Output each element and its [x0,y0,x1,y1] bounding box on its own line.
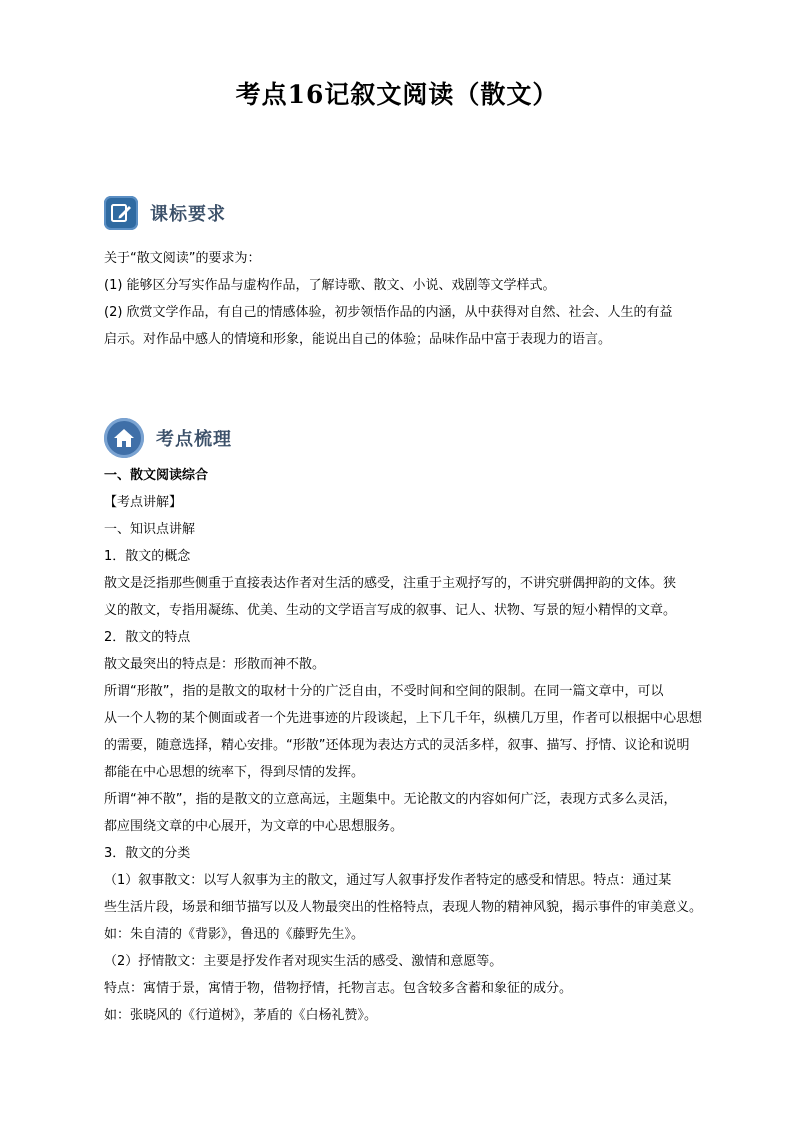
paragraph: 些生活片段，场景和细节描写以及人物最突出的性格特点，表现人物的精神风貌，揭示事件的审美意义。 [104,900,703,915]
section-header-curriculum [104,193,226,233]
paragraph: 散文是泛指那些侧重于直接表达作者对生活的感受，注重于主观抒写的，不讲究骈偶押韵的文体。狭 [104,576,677,591]
paragraph: 从一个人物的某个侧面或者一个先进事迹的片段谈起，上下几千年，纵横几万里，作者可以根据中心思想 [104,711,703,726]
edit-icon [104,196,138,230]
paragraph: (2) 欣赏文学作品，有自己的情感体验，初步领悟作品的内涵，从中获得对自然、社会、人生的有益 [104,305,673,320]
item-title: 2．散文的特点 [104,630,191,645]
paragraph: （1）叙事散文：以写人叙事为主的散文，通过写人叙事抒发作者特定的感受和情思。特点：通过某 [104,873,672,888]
paragraph: 的需要，随意选择，精心安排。“形散”还体现为表达方式的灵活多样，叙事、描写、抒情、议论和说明 [104,738,690,753]
key-points-content [104,462,718,1029]
paragraph: 启示。对作品中感人的情境和形象，能说出自己的体验；品味作品中富于表现力的语言。 [104,332,612,347]
paragraph: （2）抒情散文：主要是抒发作者对现实生活的感受、激情和意愿等。 [104,954,503,969]
paragraph: 所谓“神不散”，指的是散文的立意高远，主题集中。无论散文的内容如何广泛，表现方式多么灵活， [104,792,677,807]
paragraph: (1) 能够区分写实作品与虚构作品，了解诗歌、散文、小说、戏剧等文学样式。 [104,278,556,293]
heading: 一、知识点讲解 [104,522,196,537]
curriculum-requirements [104,245,718,353]
paragraph: 散文最突出的特点是：形散而神不散。 [104,657,326,672]
section-header-key-points [104,418,232,458]
item-title: 1．散文的概念 [104,549,191,564]
paragraph: 都能在中心思想的统率下，得到尽情的发挥。 [104,765,365,780]
home-icon [104,418,144,458]
page-title: 考点16记叙文阅读（散文） [235,80,559,109]
paragraph: 所谓“形散”，指的是散文的取材十分的广泛自由，不受时间和空间的限制。在同一篇文章中，可以 [104,684,664,699]
section-title: 课标要求 [150,204,226,225]
heading: 【考点讲解】 [104,495,183,510]
heading: 一、散文阅读综合 [104,468,209,483]
paragraph: 关于“散文阅读”的要求为： [104,251,261,266]
paragraph: 义的散文，专指用凝练、优美、生动的文学语言写成的叙事、记人、状物、写景的短小精悍的文章。 [104,603,677,618]
item-title: 3．散文的分类 [104,846,191,861]
paragraph: 如：朱自清的《背影》，鲁迅的《藤野先生》。 [104,927,365,942]
paragraph: 都应围绕文章的中心展开，为文章的中心思想服务。 [104,819,404,834]
paragraph: 如：张晓风的《行道树》，茅盾的《白杨礼赞》。 [104,1008,378,1023]
paragraph: 特点：寓情于景，寓情于物，借物抒情，托物言志。包含较多含蓄和象征的成分。 [104,981,573,996]
section-title: 考点梳理 [156,429,232,450]
